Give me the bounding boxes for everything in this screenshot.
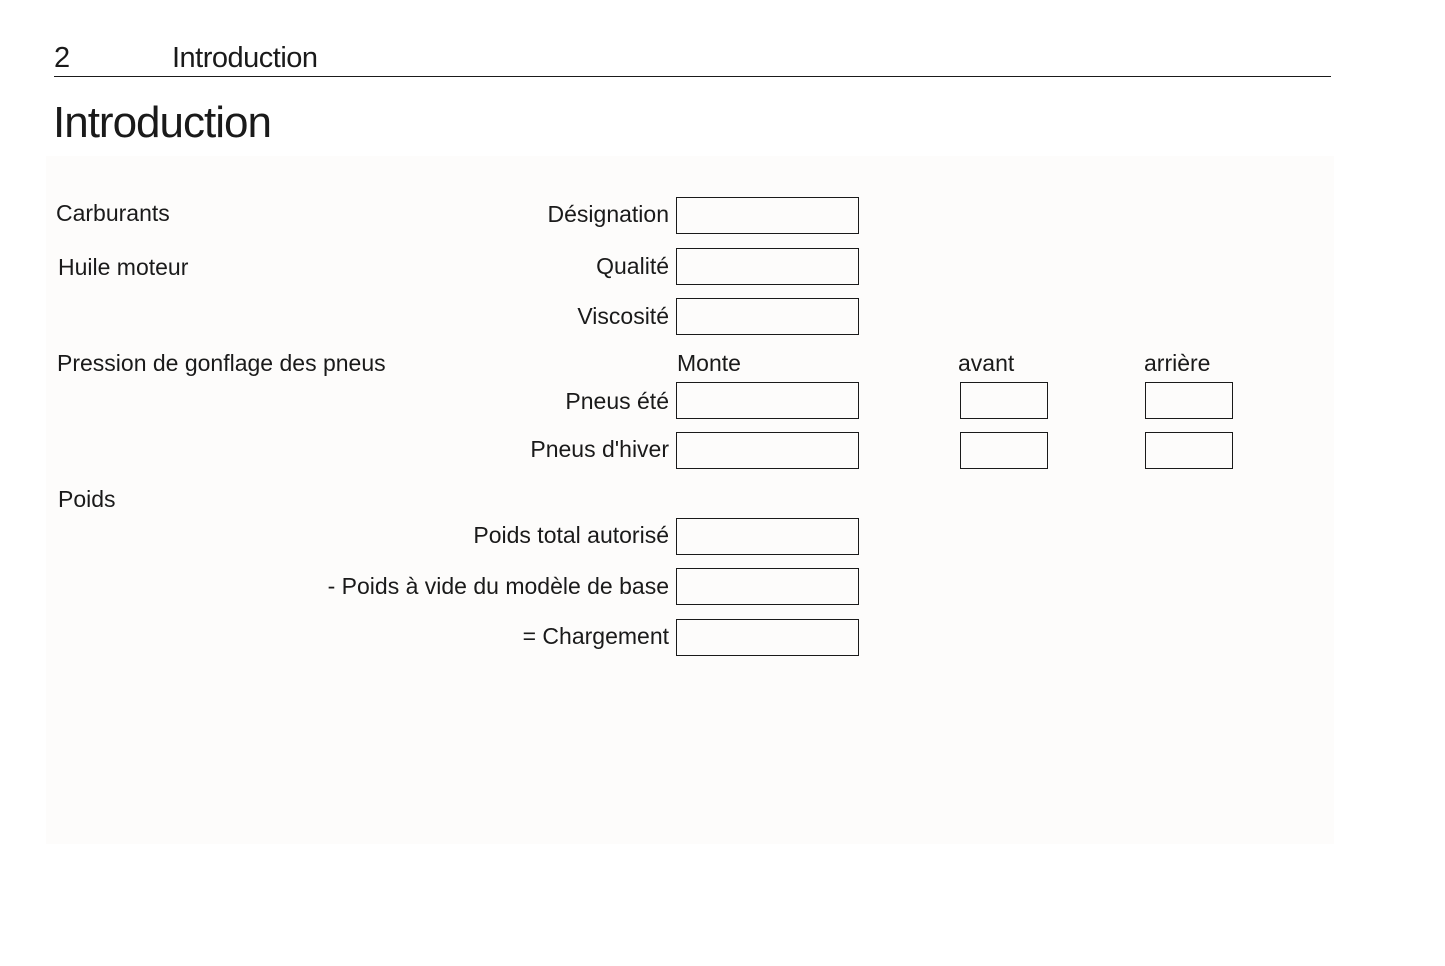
label-chargement: = Chargement <box>522 623 669 649</box>
pneus-ete-arriere-field[interactable] <box>1145 382 1233 419</box>
page-number: 2 <box>54 42 70 74</box>
pneus-hiver-arriere-field[interactable] <box>1145 432 1233 469</box>
page-title: Introduction <box>53 98 271 147</box>
label-pneus-ete: Pneus été <box>565 388 669 414</box>
section-carburants: Carburants <box>56 200 170 226</box>
section-poids: Poids <box>58 486 116 512</box>
label-poids-total: Poids total autorisé <box>473 522 669 548</box>
label-designation: Désignation <box>547 201 669 227</box>
label-qualite: Qualité <box>596 253 669 279</box>
section-huile-moteur: Huile moteur <box>58 254 189 280</box>
poids-total-field[interactable] <box>676 518 859 555</box>
section-pression-pneus: Pression de gonflage des pneus <box>57 350 386 376</box>
pneus-ete-monte-field[interactable] <box>676 382 859 419</box>
pneus-hiver-monte-field[interactable] <box>676 432 859 469</box>
label-viscosite: Viscosité <box>577 303 669 329</box>
column-monte: Monte <box>677 350 741 376</box>
pneus-ete-avant-field[interactable] <box>960 382 1048 419</box>
qualite-field[interactable] <box>676 248 859 285</box>
label-pneus-hiver: Pneus d'hiver <box>530 436 669 462</box>
designation-field[interactable] <box>676 197 859 234</box>
column-avant: avant <box>958 350 1015 376</box>
poids-vide-field[interactable] <box>676 568 859 605</box>
column-arriere: arrière <box>1144 350 1211 376</box>
header-rule <box>54 76 1331 77</box>
label-poids-vide: - Poids à vide du modèle de base <box>327 573 669 599</box>
running-title: Introduction <box>172 42 318 74</box>
viscosite-field[interactable] <box>676 298 859 335</box>
chargement-field[interactable] <box>676 619 859 656</box>
pneus-hiver-avant-field[interactable] <box>960 432 1048 469</box>
